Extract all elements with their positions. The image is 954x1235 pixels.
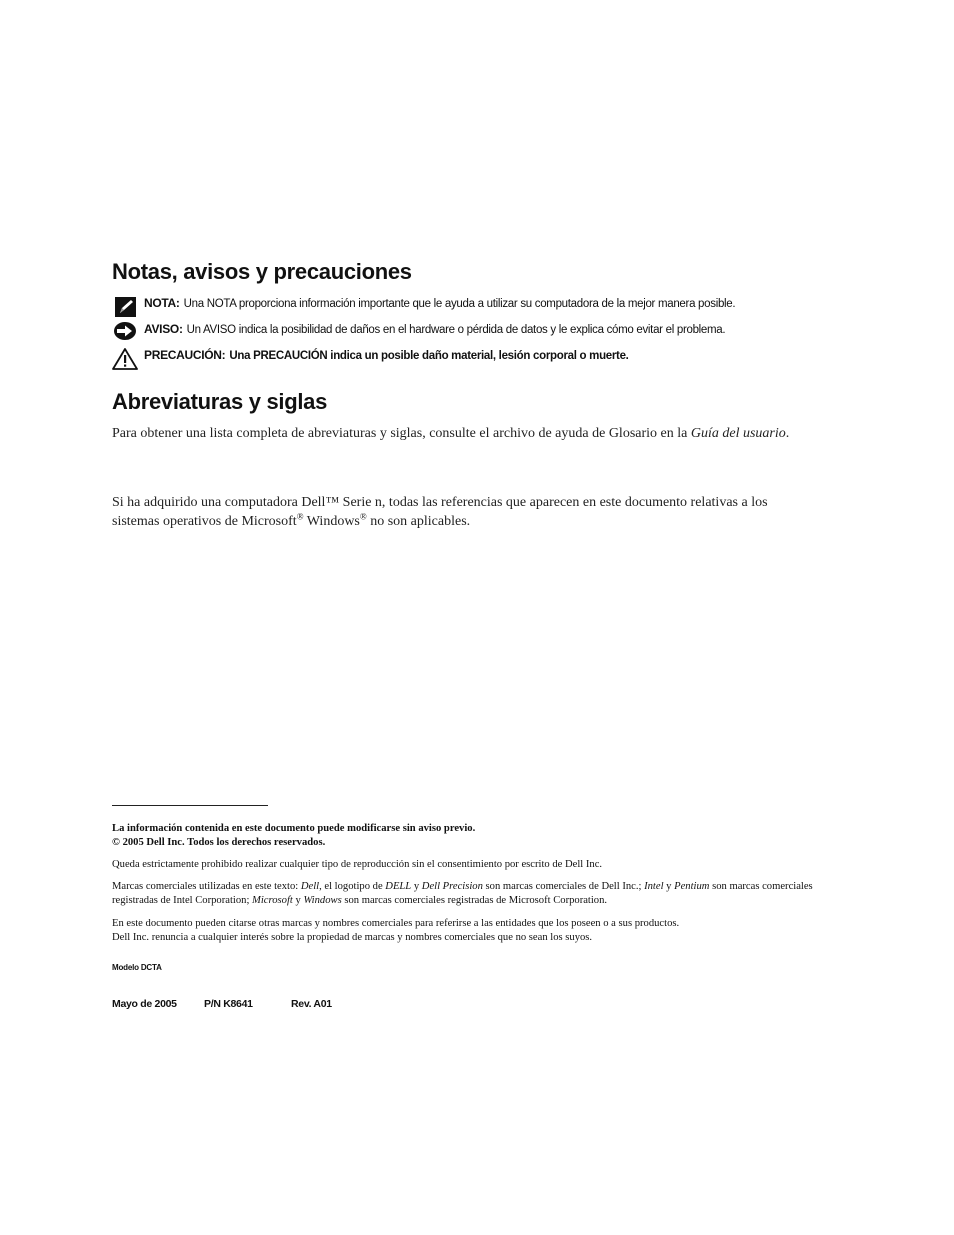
tm-dell-logo: DELL: [385, 881, 412, 892]
registered-mark: ®: [359, 511, 367, 522]
tm-text: y: [663, 881, 675, 892]
abreviaturas-text-end: .: [785, 426, 790, 441]
tm-text: , el logotipo de: [319, 881, 386, 892]
tm-intel: Intel: [644, 881, 664, 892]
abreviaturas-paragraph: [112, 424, 817, 443]
others-text-1: En este documento pueden citarse otras marcas y nombres comerciales para referirse a las entidades que los poseen o a sus productos.: [112, 918, 680, 929]
dell-series-text-3: no son aplicables.: [366, 514, 471, 529]
guide-title: Guía del usuario: [690, 426, 786, 441]
tm-text: y: [292, 895, 304, 906]
note-aviso-label: AVISO:: [144, 322, 183, 336]
tm-dell: Dell: [300, 881, 320, 892]
model-number: Modelo DCTA: [112, 963, 162, 972]
notice-arrow-icon: [112, 322, 138, 346]
pencil-note-icon: [112, 296, 138, 320]
footer-revision: Rev. A01: [291, 998, 332, 1010]
section-heading-abreviaturas: Abreviaturas y siglas: [112, 389, 328, 414]
tm-dell-precision: Dell Precision: [421, 881, 483, 892]
footer-part-number: P/N K8641: [204, 998, 253, 1010]
section-heading-notas: Notas, avisos y precauciones: [112, 259, 412, 284]
tm-windows: Windows: [303, 895, 342, 906]
warning-triangle-icon: [112, 348, 138, 372]
dell-series-text-1: Si ha adquirido una computadora Dell™ Serie n, todas las referencias que aparecen en este documento relativas a los sistemas operativos de Microsoft: [112, 495, 768, 529]
trademarks-notice: [112, 880, 832, 908]
copyright-text: © 2005 Dell Inc. Todos los derechos reservados.: [112, 837, 326, 848]
note-aviso-text: Un AVISO indica la posibilidad de daños en el hardware o pérdida de datos y le explica cómo evitar el problema.: [186, 324, 726, 336]
legal-notice: [112, 822, 832, 850]
footnote-divider: [112, 805, 268, 806]
tm-text: son marcas comerciales registradas de Microsoft Corporation.: [341, 895, 608, 906]
note-precaucion-text: Una PRECAUCIÓN indica un posible daño material, lesión corporal o muerte.: [229, 350, 629, 362]
notice-text: La información contenida en este documento puede modificarse sin aviso previo.: [112, 823, 476, 834]
dell-series-paragraph: [112, 493, 817, 531]
tm-pentium: Pentium: [674, 881, 710, 892]
note-nota-text: Una NOTA proporciona información importante que le ayuda a utilizar su computadora de la mejor manera posible.: [183, 298, 736, 310]
tm-microsoft: Microsoft: [252, 895, 293, 906]
tm-text: son marcas comerciales de Dell Inc.;: [482, 881, 645, 892]
abreviaturas-text: Para obtener una lista completa de abreviaturas y siglas, consulte el archivo de ayuda de Glosario en la: [112, 426, 691, 441]
tm-text: Marcas comerciales utilizadas en este texto:: [112, 881, 301, 892]
other-trademarks-notice: [112, 917, 832, 945]
registered-mark: ®: [296, 511, 304, 522]
reproduction-notice: Queda estrictamente prohibido realizar cualquier tipo de reproducción sin el consentimiento por escrito de Dell Inc.: [112, 859, 603, 870]
tm-text: son marcas comerciales registradas de Intel Corporation;: [112, 881, 813, 906]
note-nota-label: NOTA:: [144, 296, 180, 310]
note-precaucion-label: PRECAUCIÓN:: [144, 348, 226, 362]
others-text-2: Dell Inc. renuncia a cualquier interés sobre la propiedad de marcas y nombres comerciales que no sean los suyos.: [112, 932, 593, 943]
tm-text: y: [411, 881, 422, 892]
dell-series-text-2: Windows: [303, 514, 360, 529]
footer-date: Mayo de 2005: [112, 998, 177, 1010]
